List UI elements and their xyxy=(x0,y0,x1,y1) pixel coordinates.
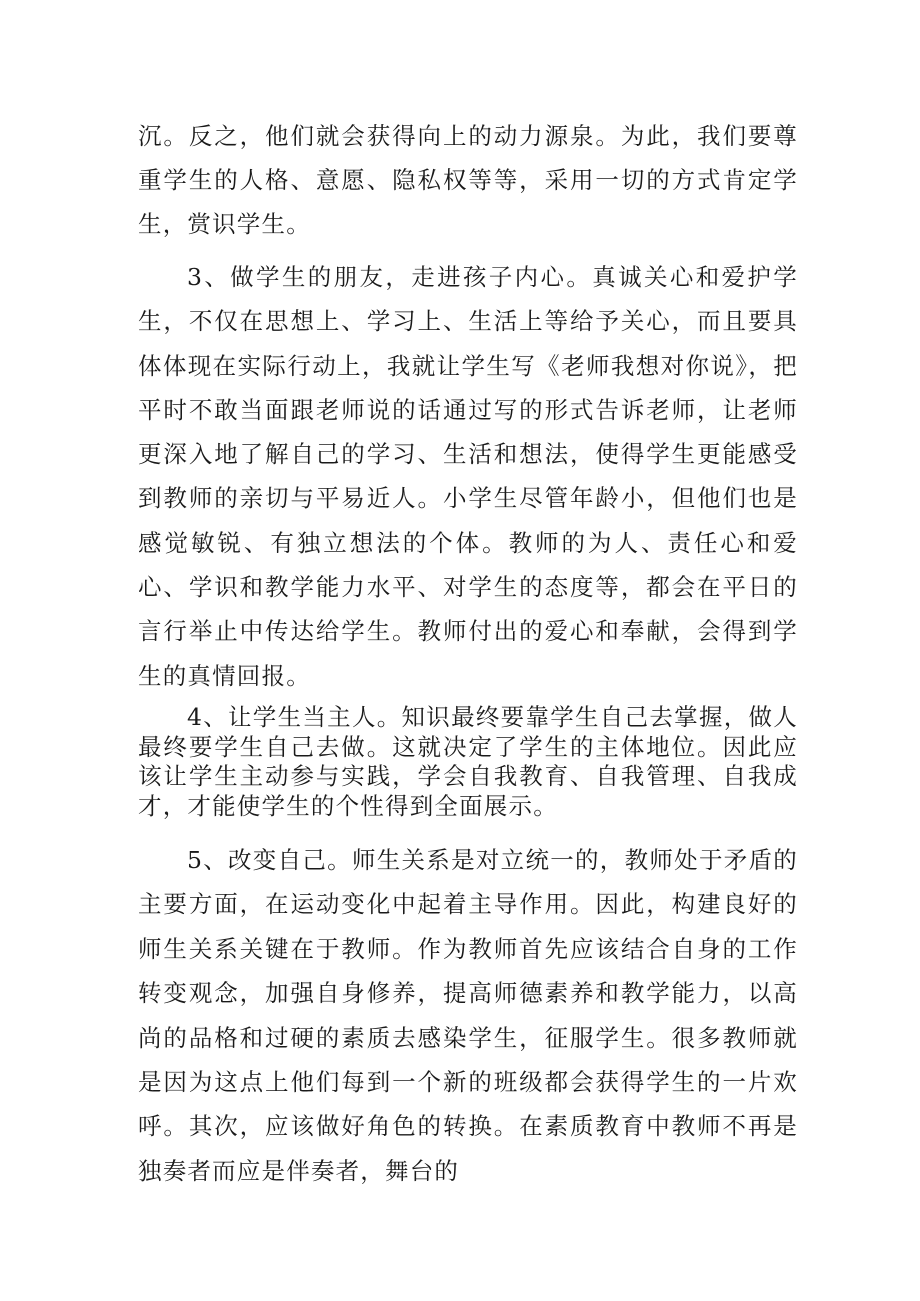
paragraph-3-be-friends xyxy=(138,255,798,698)
paragraph-4-students-as-masters xyxy=(138,703,798,821)
paragraph-continuation xyxy=(138,114,798,246)
paragraph-text: 3、做学生的朋友，走进孩子内心。真诚关心和爱护学生，不仅在思想上、学习上、生活上等给予关心，而且要具体体现在实际行动上，我就让学生写《老师我想对你说》，把平时不敢当面跟老师说的话通过写的形式告诉老师，让老师更深入地了解自己的学习、生活和想法，使得学生更能感受到教师的亲切与平易近人。小学生尽管年龄小，但他们也是感觉敏锐、有独立想法的个体。教师的为人、责任心和爱心、学识和教学能力水平、对学生的态度等，都会在平日的言行举止中传达给学生。教师付出的爱心和奉献，会得到学生的真情回报。 xyxy=(138,263,798,690)
paragraph-text: 沉。反之，他们就会获得向上的动力源泉。为此，我们要尊重学生的人格、意愿、隐私权等等，采用一切的方式肯定学生，赏识学生。 xyxy=(138,122,798,238)
paragraph-text: 5、改变自己。师生关系是对立统一的，教师处于矛盾的主要方面，在运动变化中起着主导作用。因此，构建良好的师生关系关键在于教师。作为教师首先应该结合自身的工作转变观念，加强自身修养，提高师德素养和教学能力，以高尚的品格和过硬的素质去感染学生，征服学生。很多教师就是因为这点上他们每到一个新的班级都会获得学生的一片欢呼。其次，应该做好角色的转换。在素质教育中教师不再是独奏者而应是伴奏者，舞台的 xyxy=(138,846,798,1185)
paragraph-5-change-yourself xyxy=(138,838,798,1193)
paragraph-text: 4、让学生当主人。知识最终要靠学生自己去掌握，做人最终要学生自己去做。这就决定了学生的主体地位。因此应该让学生主动参与实践，学会自我教育、自我管理、自我成才，才能使学生的个性得到全面展示。 xyxy=(138,703,798,820)
